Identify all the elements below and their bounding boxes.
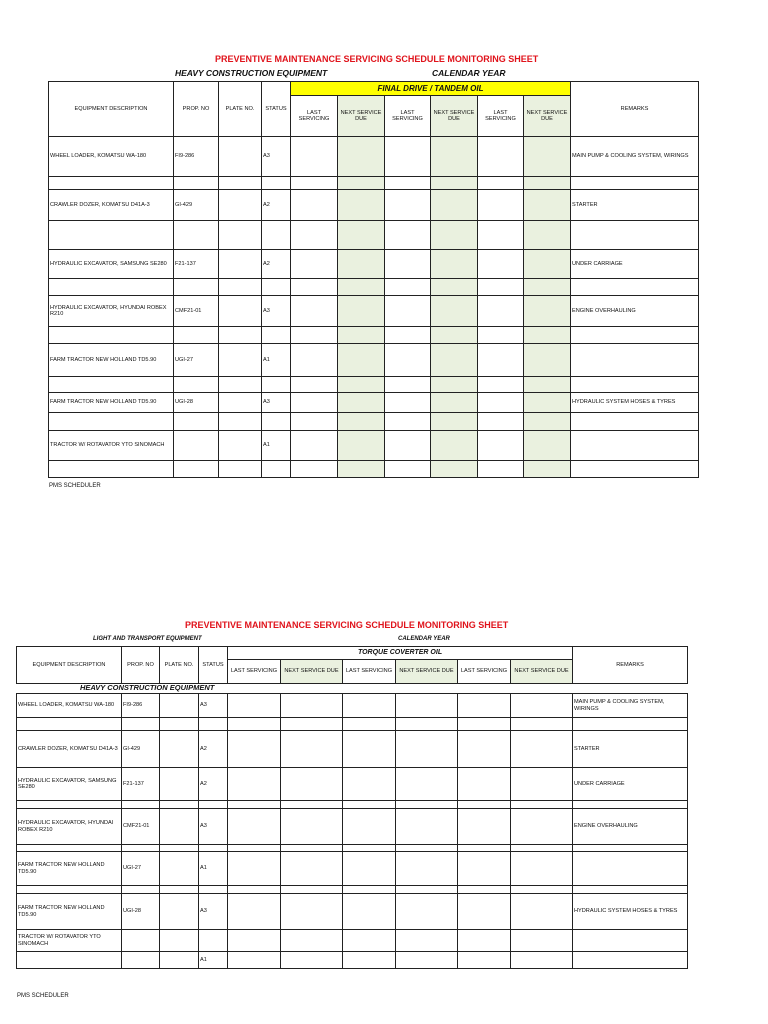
plate-no	[219, 393, 262, 413]
header-next-service-due: NEXT SERVICE DUE	[338, 96, 385, 137]
header-plate: PLATE NO.	[160, 647, 199, 684]
equipment-description: CRAWLER DOZER, KOMATSU D41A-3	[17, 731, 122, 768]
status: A2	[199, 768, 228, 801]
prop-no: UGI-27	[122, 852, 160, 886]
prop-no: CMF21-01	[122, 809, 160, 845]
equipment-description: TRACTOR W/ ROTAVATOR YTO SINOMACH	[49, 431, 174, 461]
plate-no	[160, 852, 199, 886]
status: A3	[262, 393, 291, 413]
plate-no	[219, 296, 262, 327]
table-row-spacer	[49, 221, 699, 250]
remarks: ENGINE OVERHAULING	[573, 809, 688, 845]
header-remarks: REMARKS	[573, 647, 688, 684]
table-row-spacer	[17, 801, 688, 809]
plate-no	[160, 809, 199, 845]
header-last-servicing: LAST SERVICING	[228, 660, 281, 684]
sheet1-body	[49, 137, 699, 478]
sheet1-table	[48, 81, 699, 478]
plate-no	[160, 894, 199, 930]
header-prop: PROP. NO	[174, 82, 219, 137]
header-last-servicing: LAST SERVICING	[458, 660, 511, 684]
plate-no	[160, 930, 199, 952]
header-next-service-due: NEXT SERVICE DUE	[431, 96, 478, 137]
remarks: MAIN PUMP & COOLING SYSTEM, WIRINGS	[571, 137, 699, 177]
plate-no	[160, 731, 199, 768]
status: A2	[262, 250, 291, 279]
table-row	[49, 137, 699, 177]
sheet2-table	[16, 693, 688, 969]
equipment-description: FARM TRACTOR NEW HOLLAND TD5.90	[17, 852, 122, 886]
table-row	[17, 852, 688, 886]
status: A1	[262, 431, 291, 461]
header-equipment: EQUIPMENT DESCRIPTION	[17, 647, 122, 684]
table-row	[49, 393, 699, 413]
plate-no	[219, 250, 262, 279]
status	[199, 930, 228, 952]
equipment-description: FARM TRACTOR NEW HOLLAND TD5.90	[49, 393, 174, 413]
sheet1-footer: PMS SCHEDULER	[49, 483, 101, 489]
plate-no	[219, 344, 262, 377]
table-row-spacer	[49, 177, 699, 190]
table-row	[17, 768, 688, 801]
prop-no: F21-137	[122, 768, 160, 801]
equipment-description: HYDRAULIC EXCAVATOR, SAMSUNG SE280	[17, 768, 122, 801]
table-row	[17, 930, 688, 952]
remarks	[573, 852, 688, 886]
prop-no: GI-429	[174, 190, 219, 221]
prop-no: GI-429	[122, 731, 160, 768]
status: A3	[262, 296, 291, 327]
status: A2	[199, 731, 228, 768]
plate-no	[219, 190, 262, 221]
status: A3	[199, 694, 228, 718]
header-last-servicing: LAST SERVICING	[385, 96, 431, 137]
sheet1-title: PREVENTIVE MAINTENANCE SERVICING SCHEDULE MONITORING SHEET	[215, 54, 539, 64]
sheet1-subtitle-right: CALENDAR YEAR	[432, 68, 506, 78]
table-row-spacer	[17, 718, 688, 731]
table-row-spacer	[49, 327, 699, 344]
table-row-spacer	[17, 952, 688, 969]
table-row	[49, 431, 699, 461]
table-row-spacer	[17, 845, 688, 852]
remarks	[571, 431, 699, 461]
table-row	[49, 296, 699, 327]
header-remarks: REMARKS	[571, 82, 699, 137]
table-row	[49, 190, 699, 221]
status: A1	[199, 852, 228, 886]
header-next-service-due: NEXT SERVICE DUE	[511, 660, 573, 684]
status: A2	[262, 190, 291, 221]
prop-no: FI9-286	[174, 137, 219, 177]
header-next-service-due: NEXT SERVICE DUE	[281, 660, 343, 684]
table-row	[17, 809, 688, 845]
sheet2-footer: PMS SCHEDULER	[17, 993, 69, 999]
sheet2-subtitle-left: LIGHT AND TRANSPORT EQUIPMENT	[93, 636, 202, 642]
sheet2-title: PREVENTIVE MAINTENANCE SERVICING SCHEDULE MONITORING SHEET	[185, 620, 509, 630]
prop-no: CMF21-01	[174, 296, 219, 327]
remarks	[573, 930, 688, 952]
plate-no	[160, 768, 199, 801]
prop-no	[174, 431, 219, 461]
equipment-description: HYDRAULIC EXCAVATOR, HYUNDAI ROBEX R210	[49, 296, 174, 327]
equipment-description: CRAWLER DOZER, KOMATSU D41A-3	[49, 190, 174, 221]
remarks: STARTER	[571, 190, 699, 221]
prop-no	[122, 930, 160, 952]
sheet2-body	[17, 694, 688, 969]
table-row	[17, 731, 688, 768]
status: A3	[199, 894, 228, 930]
remarks	[571, 344, 699, 377]
prop-no: UGI-27	[174, 344, 219, 377]
header-last-servicing: LAST SERVICING	[291, 96, 338, 137]
sheet1-subtitle-left: HEAVY CONSTRUCTION EQUIPMENT	[175, 68, 328, 78]
sheet2-header-table	[16, 646, 688, 684]
status: A1	[199, 952, 228, 969]
group-header-final-drive: FINAL DRIVE / TANDEM OIL	[291, 82, 571, 96]
equipment-description: TRACTOR W/ ROTAVATOR YTO SINOMACH	[17, 930, 122, 952]
equipment-description: FARM TRACTOR NEW HOLLAND TD5.90	[17, 894, 122, 930]
equipment-description: WHEEL LOADER, KOMATSU WA-180	[49, 137, 174, 177]
remarks: UNDER CARRIAGE	[573, 768, 688, 801]
status: A3	[262, 137, 291, 177]
table-row-spacer	[49, 279, 699, 296]
table-row-spacer	[49, 413, 699, 431]
table-row-spacer	[49, 377, 699, 393]
table-row-spacer	[17, 886, 688, 894]
table-row	[17, 694, 688, 718]
remarks: ENGINE OVERHAULING	[571, 296, 699, 327]
plate-no	[160, 694, 199, 718]
prop-no: UGI-28	[174, 393, 219, 413]
prop-no: F21-137	[174, 250, 219, 279]
header-status: STATUS	[262, 82, 291, 137]
remarks: UNDER CARRIAGE	[571, 250, 699, 279]
table-row	[17, 894, 688, 930]
header-prop: PROP. NO	[122, 647, 160, 684]
header-last-servicing: LAST SERVICING	[478, 96, 524, 137]
remarks: HYDRAULIC SYSTEM HOSES & TYRES	[573, 894, 688, 930]
table-row	[49, 250, 699, 279]
group-header-torque-converter: TORQUE COVERTER OIL	[228, 647, 573, 660]
status: A1	[262, 344, 291, 377]
header-next-service-due: NEXT SERVICE DUE	[396, 660, 458, 684]
status: A3	[199, 809, 228, 845]
header-plate: PLATE NO.	[219, 82, 262, 137]
table-row-spacer	[49, 461, 699, 478]
equipment-description: FARM TRACTOR NEW HOLLAND TD5.90	[49, 344, 174, 377]
equipment-description: HYDRAULIC EXCAVATOR, HYUNDAI ROBEX R210	[17, 809, 122, 845]
header-equipment: EQUIPMENT DESCRIPTION	[49, 82, 174, 137]
sheet2-section-label: HEAVY CONSTRUCTION EQUIPMENT	[80, 683, 215, 692]
remarks: MAIN PUMP & COOLING SYSTEM, WIRINGS	[573, 694, 688, 718]
plate-no	[219, 431, 262, 461]
equipment-description: HYDRAULIC EXCAVATOR, SAMSUNG SE280	[49, 250, 174, 279]
prop-no: FI9-286	[122, 694, 160, 718]
sheet2-subtitle-right: CALENDAR YEAR	[398, 636, 450, 642]
header-last-servicing: LAST SERVICING	[343, 660, 396, 684]
remarks: STARTER	[573, 731, 688, 768]
header-next-service-due: NEXT SERVICE DUE	[524, 96, 571, 137]
equipment-description: WHEEL LOADER, KOMATSU WA-180	[17, 694, 122, 718]
table-row	[49, 344, 699, 377]
remarks: HYDRAULIC SYSTEM HOSES & TYRES	[571, 393, 699, 413]
prop-no: UGI-28	[122, 894, 160, 930]
header-status: STATUS	[199, 647, 228, 684]
plate-no	[219, 137, 262, 177]
